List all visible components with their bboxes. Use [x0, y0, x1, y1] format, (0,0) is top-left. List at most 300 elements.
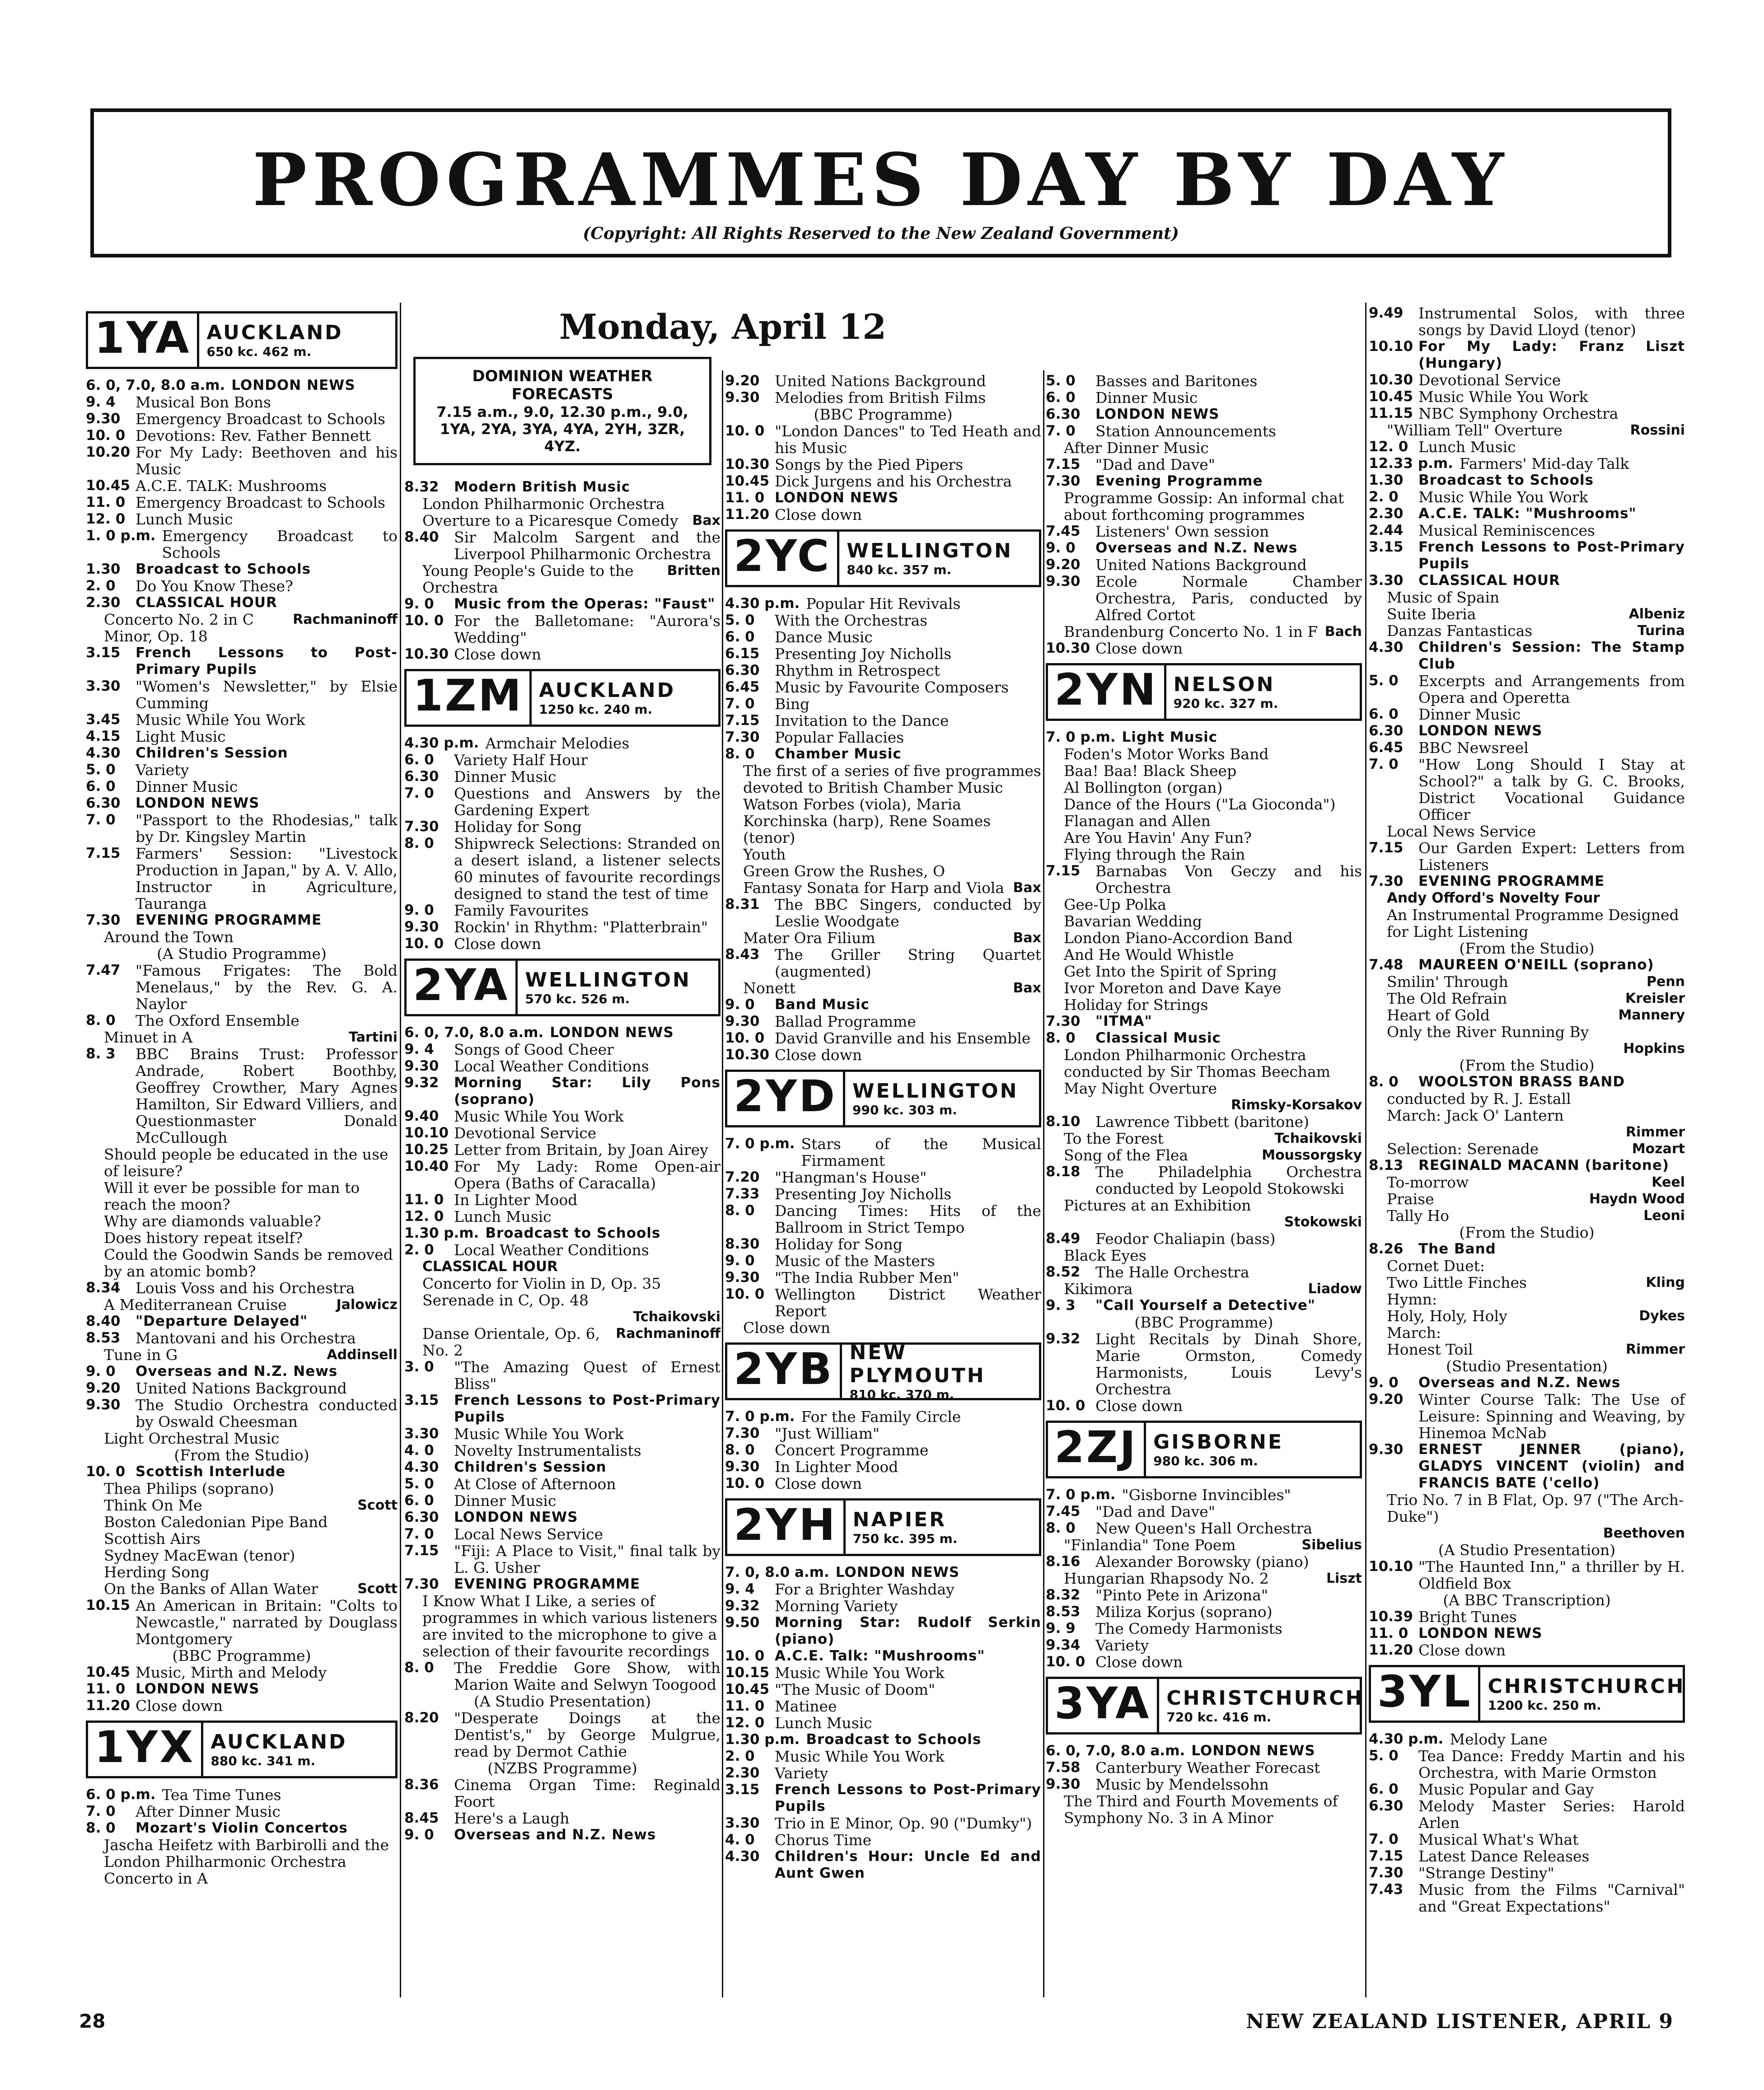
programme-detail-text: Hymn: [1387, 1290, 1437, 1308]
programme-entry [725, 423, 1041, 456]
programme-title: Devotional Service [454, 1124, 597, 1142]
programme-detail-text: London Philharmonic Orchestra conducted by Sir Thomas Beecham [1064, 1046, 1331, 1080]
programme-detail [1369, 1291, 1685, 1308]
programme-entry [1369, 338, 1685, 372]
programme-time: 9. 0 [725, 1253, 755, 1269]
programme-title: French Lessons to Post-Primary Pupils [454, 1392, 721, 1425]
programme-time: 10.30 [404, 646, 449, 662]
programme-time: 7.43 [1369, 1881, 1404, 1898]
programme-entry [86, 427, 398, 444]
programme-entry [404, 1225, 721, 1242]
programme-entry [1369, 840, 1685, 873]
programme-title: NBC Symphony Orchestra [1418, 405, 1619, 422]
composer-name: Bax [1013, 930, 1041, 946]
programme-time: 9.34 [1046, 1637, 1081, 1653]
programme-title: Trio in E Minor, Op. 90 ("Dumky") [775, 1814, 1032, 1832]
programme-time: 3.45 [86, 711, 121, 728]
programme-detail [86, 1146, 398, 1179]
programme-time: 6. 0 [725, 629, 755, 645]
programme-title: EVENING PROGRAMME [136, 912, 322, 928]
programme-entry [1046, 1230, 1362, 1247]
programme-entry [86, 561, 398, 578]
programme-time: 10. 0 [725, 1030, 765, 1046]
programme-detail [404, 1325, 721, 1359]
programme-detail [86, 1480, 398, 1497]
programme-entry [1369, 1642, 1685, 1659]
programme-detail-text: "William Tell" Overture [1387, 421, 1563, 439]
composer-name: Bax [1013, 980, 1041, 996]
listing-2ya [404, 1024, 721, 1843]
programme-entry [1369, 1608, 1685, 1625]
programme-detail [1046, 896, 1362, 913]
programme-detail-text: Watson Forbes (viola), Maria Korchinska (harp), Rene Soames (tenor) [743, 795, 991, 846]
programme-time: 7. 0 [86, 1803, 116, 1819]
programme-time: 8.36 [404, 1777, 439, 1793]
programme-time: 4.30 [1369, 639, 1404, 655]
programme-title: Close down [454, 935, 542, 953]
programme-title: LONDON NEWS [231, 377, 356, 393]
programme-title: Music, Mirth and Melody [136, 1664, 327, 1681]
programme-title: The Halle Orchestra [1095, 1263, 1249, 1281]
programme-entry [725, 1459, 1041, 1475]
listing-3yl [1369, 1731, 1685, 1915]
programme-title: CLASSICAL HOUR [1418, 572, 1560, 589]
column-rule [400, 303, 401, 1997]
programme-detail-text: Get Into the Spirit of Spring [1064, 963, 1277, 980]
programme-detail [86, 1447, 398, 1463]
programme-detail [1369, 1542, 1685, 1558]
programme-time: 8. 0 [725, 1202, 755, 1219]
programme-entry [404, 479, 721, 496]
programme-title: Close down [775, 1475, 862, 1492]
programme-entry [1046, 1776, 1362, 1793]
programme-title: The Oxford Ensemble [136, 1012, 299, 1029]
programme-entry [86, 377, 398, 394]
programme-time: 9. 0 [1046, 540, 1076, 556]
programme-time: 2. 0 [725, 1748, 755, 1764]
station-info [203, 1723, 395, 1776]
station-call-sign: 2YD [727, 1072, 845, 1125]
programme-title: Children's Session: The Stamp Club [1418, 639, 1685, 672]
programme-time: 10. 0 [86, 427, 126, 444]
programme-time: 2.30 [86, 594, 121, 611]
composer-name: Tchaikovski [633, 1309, 721, 1325]
programme-title: Station Announcements [1095, 422, 1276, 440]
programme-time: 8.32 [404, 479, 439, 495]
page-heading: PROGRAMMES DAY BY DAY [252, 137, 1510, 222]
programme-entry [404, 613, 721, 646]
programme-detail [404, 562, 721, 596]
programme-time: 4.30 [404, 1459, 439, 1475]
programme-time: 9.20 [86, 1380, 121, 1396]
station-frequency: 650 kc. 462 m. [206, 344, 312, 359]
programme-time: 9. 4 [86, 394, 116, 410]
programme-time: 3. 0 [404, 1359, 434, 1375]
programme-time: 4.30 [86, 745, 121, 761]
programme-detail-text: Kikimora [1064, 1280, 1133, 1298]
programme-title: Music from the Operas: "Faust" [454, 596, 716, 612]
composer-name: Haydn Wood [1589, 1191, 1685, 1207]
programme-time: 6.30 [1046, 406, 1081, 422]
programme-detail-text: Tally Ho [1387, 1207, 1450, 1225]
programme-entry [1369, 723, 1685, 739]
programme-detail-text: Fantasy Sonata for Harp and Viola [743, 879, 1005, 897]
programme-time: 3.15 [1369, 539, 1404, 555]
programme-title: "Just William" [775, 1425, 880, 1442]
programme-title: Melody Lane [1450, 1730, 1548, 1748]
programme-time: 8. 0 [1369, 1074, 1399, 1090]
programme-entry [725, 1442, 1041, 1459]
programme-time: 10.20 [86, 444, 131, 460]
programme-entry [1369, 372, 1685, 388]
programme-title: Broadcast to Schools [806, 1731, 982, 1748]
programme-time: 10. 0 [725, 1286, 765, 1302]
programme-title: The Freddie Gore Show, with Marion Waite and Selwyn Toogood [454, 1659, 721, 1693]
programme-time: 7. 0 [86, 812, 116, 828]
column-rule [1365, 303, 1366, 1997]
programme-entry [1369, 439, 1685, 455]
programme-title: Songs by the Pied Pipers [775, 456, 964, 473]
programme-time: 7. 0 [1369, 1831, 1399, 1847]
programme-time: 7. 0 [1046, 423, 1076, 439]
programme-detail-text: Should people be educated in the use of leisure? [104, 1146, 388, 1180]
programme-title: Music While You Work [454, 1425, 624, 1443]
programme-entry [1046, 1297, 1362, 1314]
station-header-1ya [86, 311, 398, 369]
programme-entry [86, 645, 398, 678]
programme-title: Music While You Work [1418, 388, 1588, 406]
programme-title: Armchair Melodies [485, 734, 630, 752]
programme-detail-text: CLASSICAL HOUR [422, 1258, 558, 1275]
programme-entry [404, 1392, 721, 1426]
programme-title: For a Brighter Washday [775, 1580, 955, 1598]
programme-detail [86, 1837, 398, 1870]
programme-time: 6.30 [404, 768, 439, 785]
programme-time: 12. 0 [404, 1208, 444, 1225]
programme-detail [1046, 440, 1362, 456]
programme-detail [1369, 1141, 1685, 1157]
station-info [842, 1341, 1039, 1402]
programme-entry [404, 646, 721, 663]
composer-name: Mannery [1618, 1007, 1685, 1023]
programme-detail [1369, 990, 1685, 1007]
programme-detail-text: London Philharmonic Orchestra [422, 495, 665, 513]
programme-time: 11. 0 [1369, 1625, 1408, 1641]
programme-time: 9.30 [1046, 573, 1081, 589]
station-call-sign: 1YX [88, 1723, 203, 1776]
programme-detail-text: Trio No. 7 in B Flat, Op. 97 ("The Arch-Duke") [1387, 1491, 1684, 1525]
station-city: NAPIER [852, 1508, 947, 1531]
programme-detail-text: (BBC Programme) [1134, 1314, 1273, 1331]
programme-title: Chorus Time [775, 1831, 872, 1849]
programme-time: 8. 0 [86, 1820, 116, 1836]
programme-detail [1046, 963, 1362, 980]
programme-entry [1369, 1391, 1685, 1441]
programme-entry [86, 1046, 398, 1146]
programme-title: Devotions: Rev. Father Bennett [136, 427, 371, 444]
programme-detail-text: Only the River Running By [1387, 1023, 1589, 1041]
programme-entry [1046, 1503, 1362, 1520]
programme-title: Dancing Times: Hits of the Ballroom in Strict Tempo [775, 1202, 1041, 1236]
programme-entry [404, 1543, 721, 1576]
programme-title: Canterbury Weather Forecast [1095, 1759, 1320, 1777]
programme-time: 1. 0 p.m. [86, 528, 156, 544]
programme-entry [404, 1041, 721, 1058]
programme-time: 8.53 [86, 1330, 121, 1346]
programme-entry [1369, 1881, 1685, 1915]
composer-name: Bax [692, 513, 721, 528]
programme-detail-text: I Know What I Like, a series of programmes in which various listeners are invited to the microphone to give a selection of their favourite recordings [422, 1592, 717, 1660]
composer-name: Rimsky-Korsakov [1231, 1097, 1362, 1113]
programme-title: The Griller String Quartet (augmented) [775, 946, 1041, 980]
programme-time: 12.33 p.m. [1369, 455, 1453, 472]
programme-entry [86, 745, 398, 762]
composer-name: Addinsell [327, 1347, 398, 1363]
programme-detail-text: Song of the Flea [1064, 1146, 1188, 1164]
programme-title: Close down [1418, 1641, 1506, 1659]
composer-name: Dykes [1639, 1308, 1685, 1324]
composer-name: Scott [357, 1497, 398, 1513]
programme-entry [1369, 1865, 1685, 1881]
composer-name: Rimmer [1625, 1124, 1685, 1140]
programme-title: Bright Tunes [1418, 1608, 1517, 1626]
programme-entry [1369, 472, 1685, 489]
programme-entry [1046, 1331, 1362, 1398]
programme-title: Melody Master Series: Harold Arlen [1418, 1797, 1685, 1832]
programme-time: 10.10 [1369, 1558, 1413, 1575]
programme-entry [725, 1169, 1041, 1186]
programme-time: 2. 0 [404, 1242, 434, 1258]
programme-entry [86, 762, 398, 778]
programme-detail [1046, 996, 1362, 1013]
station-frequency: 570 kc. 526 m. [525, 991, 630, 1006]
programme-detail-text: Local News Service [1387, 823, 1536, 840]
programme-detail-text: (Studio Presentation) [1446, 1357, 1608, 1375]
programme-time: 10. 0 [1046, 1398, 1086, 1414]
programme-entry [1369, 756, 1685, 823]
programme-entry [725, 1748, 1041, 1765]
programme-detail [404, 1258, 721, 1275]
programme-entry [725, 1425, 1041, 1442]
programme-time: 9.30 [725, 1459, 760, 1475]
column-5 [1369, 305, 1685, 1997]
programme-title: The Band [1418, 1241, 1496, 1257]
station-city: WELLINGTON [525, 968, 691, 991]
programme-title: Band Music [775, 996, 870, 1013]
programme-time: 10.39 [1369, 1608, 1413, 1625]
masthead [90, 108, 1671, 257]
programme-detail [1369, 1592, 1685, 1608]
programme-title: Emergency Broadcast to Schools [136, 410, 385, 428]
station-header-2zj [1046, 1421, 1362, 1478]
programme-detail-text: Concerto in A [104, 1870, 208, 1887]
programme-detail-text: Boston Caledonian Pipe Band [104, 1513, 328, 1531]
programme-time: 2. 0 [1369, 489, 1399, 505]
programme-time: 10.30 [1046, 640, 1090, 656]
programme-entry [404, 835, 721, 902]
programme-detail-text: Hungarian Rhapsody No. 2 [1064, 1570, 1269, 1587]
programme-detail-text: Cornet Duet: [1387, 1257, 1485, 1275]
station-city: CHRISTCHURCH [1488, 1675, 1685, 1698]
programme-title: LONDON NEWS [1095, 406, 1220, 422]
programme-detail-text: Danse Orientale, Op. 6, No. 2 [422, 1325, 600, 1359]
programme-entry [725, 473, 1041, 490]
station-call-sign: 2YC [727, 532, 839, 585]
magazine-footer: NEW ZEALAND LISTENER, APRIL 9 [1246, 2010, 1674, 2033]
programme-detail-text: Close down [743, 1319, 831, 1337]
programme-detail [725, 879, 1041, 896]
listing-1ya [86, 377, 398, 1714]
programme-title: Broadcast to Schools [1418, 472, 1594, 488]
programme-entry [1369, 673, 1685, 706]
programme-detail-text: Smilin' Through [1387, 973, 1508, 991]
station-info [532, 671, 718, 725]
station-frequency: 1250 kc. 240 m. [538, 702, 653, 717]
programme-title: LONDON NEWS [136, 795, 260, 811]
composer-name: Penn [1646, 974, 1685, 990]
composer-name: Rimmer [1625, 1342, 1685, 1357]
programme-title: Dinner Music [136, 778, 238, 795]
forecast-text: 7.15 a.m., 9.0, 12.30 p.m., 9.0, 1YA, 2YA, 3YA, 4YA, 2YH, 3ZR, 4YZ. [436, 403, 688, 455]
programme-entry [86, 778, 398, 795]
programme-time: 6. 0 [404, 1492, 434, 1509]
programme-entry [1369, 455, 1685, 472]
programme-entry [404, 1024, 721, 1041]
programme-title: "Passport to the Rhodesias," talk by Dr. Kingsley Martin [136, 811, 398, 846]
listing-2ya-cont [725, 373, 1041, 523]
listing-1yx-cont [404, 479, 721, 663]
programme-title: LONDON NEWS [136, 1681, 260, 1697]
programme-title: Local Weather Conditions [454, 1241, 649, 1259]
programme-title: "Famous Frigates: The Bold Menelaus," by the Rev. G. A. Naylor [136, 962, 398, 1013]
programme-title: For My Lady: Beethoven and his Music [136, 444, 398, 478]
programme-entry [404, 1810, 721, 1827]
programme-detail-text: Tune in G [104, 1346, 178, 1364]
programme-time: 6. 0, 7.0, 8.0 a.m. [1046, 1743, 1185, 1759]
programme-entry [404, 1442, 721, 1459]
programme-entry [1046, 729, 1362, 746]
programme-entry [725, 1047, 1041, 1063]
station-info [1166, 665, 1360, 719]
programme-entry [1369, 639, 1685, 673]
programme-detail [1369, 1024, 1685, 1040]
programme-entry [1369, 1241, 1685, 1258]
programme-detail [1369, 823, 1685, 840]
programme-entry [1369, 1848, 1685, 1865]
programme-title: "Fiji: A Place to Visit," final talk by L. G. Usher [454, 1542, 721, 1576]
programme-detail-text: Holiday for Strings [1064, 996, 1208, 1014]
programme-title: "Call Yourself a Detective" [1095, 1297, 1316, 1314]
programme-title: Dinner Music [454, 768, 557, 786]
station-header-2yn [1046, 663, 1362, 721]
programme-title: Chamber Music [775, 746, 902, 762]
programme-detail-text: Think On Me [104, 1496, 202, 1514]
programme-time: 7.30 [725, 1425, 760, 1441]
programme-time: 9.30 [86, 1397, 121, 1413]
programme-entry [1046, 573, 1362, 623]
programme-time: 10. 0 [725, 423, 765, 439]
programme-detail-text: (From the Studio) [1459, 1057, 1595, 1074]
programme-entry [86, 528, 398, 561]
programme-title: "Hangman's House" [775, 1169, 927, 1186]
programme-entry [404, 1075, 721, 1108]
programme-time: 7.15 [1369, 840, 1404, 856]
programme-title: "Dad and Dave" [1095, 1503, 1215, 1520]
programme-time: 8.45 [404, 1810, 439, 1826]
programme-title: Questions and Answers by the Gardening Expert [454, 785, 721, 819]
programme-entry [1369, 1831, 1685, 1848]
programme-detail [725, 846, 1041, 863]
programme-detail [1046, 746, 1362, 762]
programme-detail [1046, 1130, 1362, 1147]
programme-time: 8.40 [86, 1313, 121, 1329]
programme-time: 6. 0, 7.0, 8.0 a.m. [86, 377, 225, 393]
programme-detail-text: (From the Studio) [174, 1446, 309, 1464]
listing-2yb [725, 1408, 1041, 1492]
programme-time: 6.30 [725, 662, 760, 678]
programme-title: Stars of the Musical Firmament [801, 1135, 1041, 1169]
programme-time: 10.45 [725, 1681, 770, 1697]
programme-title: Lunch Music [1418, 438, 1516, 456]
programme-entry [1046, 556, 1362, 573]
programme-time: 10.40 [404, 1158, 449, 1174]
programme-detail [1369, 1107, 1685, 1124]
programme-time: 8.40 [404, 529, 439, 545]
programme-time: 6.15 [725, 645, 760, 662]
programme-time: 7.45 [1046, 523, 1081, 539]
listing-1zm [404, 735, 721, 952]
composer-name: Moussorgsky [1262, 1147, 1362, 1163]
programme-entry [725, 645, 1041, 662]
listing-2yh [725, 1564, 1041, 1882]
programme-title: In Lighter Mood [775, 1458, 898, 1476]
programme-detail-text: Ivor Moreton and Dave Kaye [1064, 979, 1282, 997]
programme-title: Dinner Music [1095, 389, 1198, 407]
programme-title: Louis Voss and his Orchestra [136, 1279, 355, 1297]
programme-detail-text: (A Studio Presentation) [1438, 1541, 1616, 1559]
programme-title: Music from the Films "Carnival" and "Great Expectations" [1418, 1881, 1685, 1915]
programme-time: 3.30 [1369, 572, 1404, 589]
page-number: 28 [79, 2010, 106, 2032]
programme-entry [1046, 473, 1362, 490]
programme-time: 1.30 p.m. [404, 1225, 479, 1241]
programme-detail [1369, 1174, 1685, 1191]
programme-title: Concert Programme [775, 1441, 929, 1459]
programme-detail-text: Herding Song [104, 1563, 210, 1581]
programme-title: Here's a Laugh [454, 1809, 570, 1827]
column-rule [722, 370, 723, 1997]
programme-time: 9. 0 [404, 902, 434, 918]
programme-detail [1046, 1197, 1362, 1214]
station-header-3ya [1046, 1677, 1362, 1735]
column-1 [86, 305, 398, 1997]
programme-entry [725, 612, 1041, 629]
programme-entry [725, 746, 1041, 762]
programme-title: Musical Bon Bons [136, 393, 271, 411]
programme-time: 3.30 [86, 678, 121, 694]
programme-entry [1369, 405, 1685, 422]
programme-entry [1046, 423, 1362, 440]
programme-title: "Women's Newsletter," by Elsie Cumming [136, 678, 398, 712]
copyright-note: (Copyright: All Rights Reserved to the New Zealand Government) [583, 224, 1179, 243]
programme-entry [86, 394, 398, 411]
programme-detail [86, 1497, 398, 1514]
programme-detail-text: After Dinner Music [1064, 439, 1209, 457]
programme-time: 10. 0 [86, 1463, 126, 1480]
programme-detail [1046, 829, 1362, 846]
programme-entry [404, 1476, 721, 1492]
composer-name: Sibelius [1301, 1537, 1362, 1553]
